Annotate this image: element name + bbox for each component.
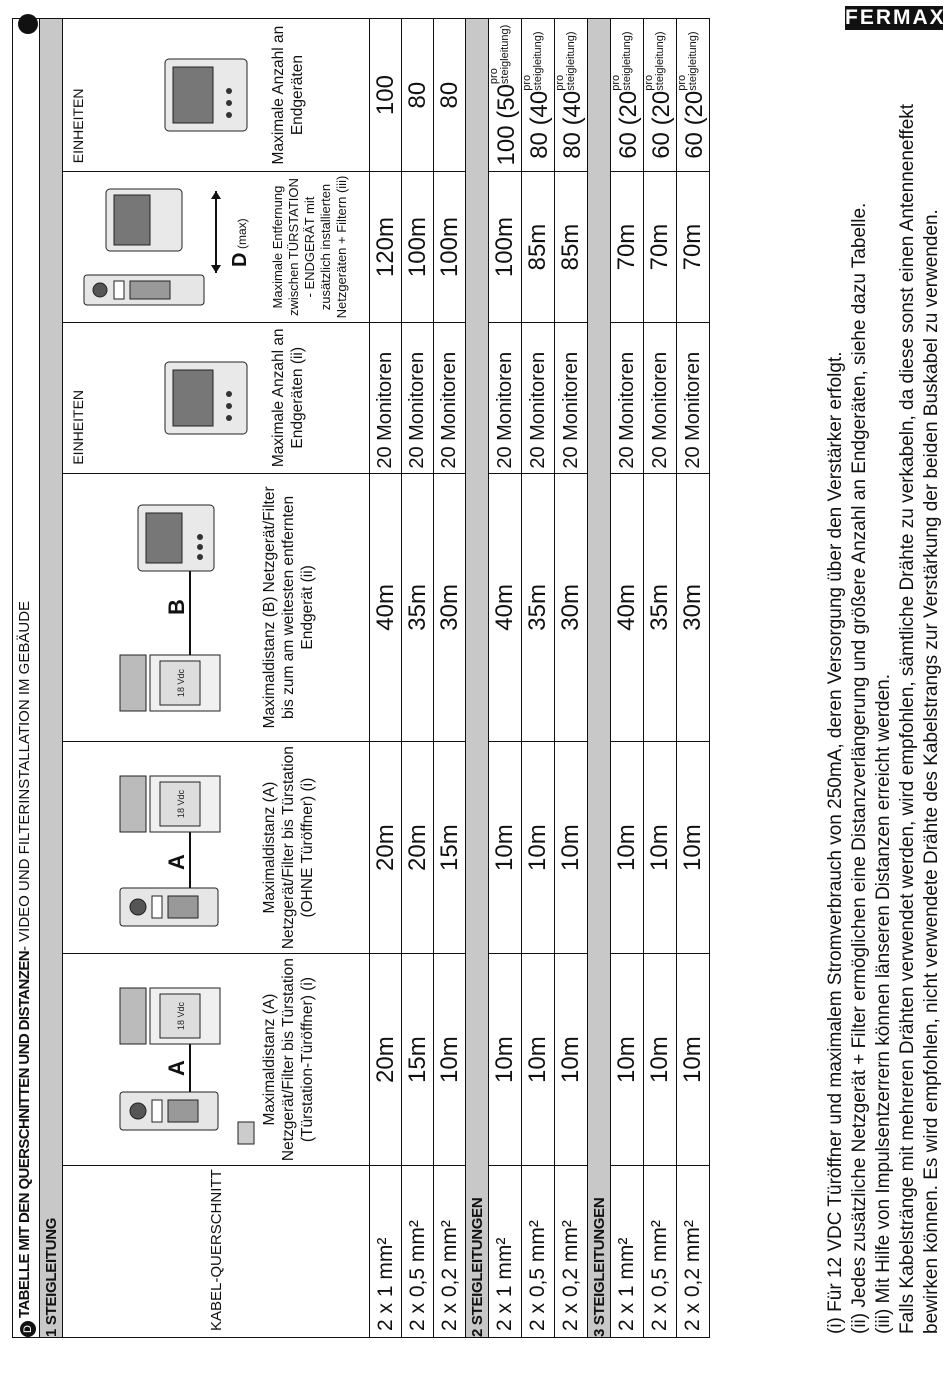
cell-c2: 20m <box>402 742 434 954</box>
cell-c6 <box>611 19 644 172</box>
cell-c6 <box>489 19 522 172</box>
cell-c1: 10m <box>489 954 522 1166</box>
cell-c4: 20 Monitoren <box>434 322 466 473</box>
header-col5-label: Maximale Entfernung zwischen TÜRSTATION - ENDGERÄT mit zusätzlich installierten Netzgeräten + Filtern (iii) <box>270 175 349 319</box>
per-riser-note <box>489 25 511 84</box>
cell-c2: 10m <box>677 742 710 954</box>
header-col4 <box>63 322 370 473</box>
pro-label: pro <box>643 74 655 91</box>
pro-label: pro <box>521 74 533 91</box>
riser-label: steigleitung) <box>499 24 511 85</box>
table-row <box>677 19 710 1338</box>
footnote-ii: (ii) Jedes zusätzliche Netzgerät + Filter ermöglichen eine Distanzverlängerung und größere Anzahl an Endgeräten, siehe dazu Tabelle. <box>849 202 870 1334</box>
max-units-value: 60 (20 <box>615 90 642 159</box>
cell-c2: 20m <box>370 742 402 954</box>
per-riser-note <box>644 31 666 90</box>
pro-label: pro <box>676 74 688 91</box>
door-panel-psu-diagram-2 <box>110 760 260 936</box>
header-col6-label: Maximale Anzahl an Endgeräten <box>270 25 306 165</box>
cell-c1: 10m <box>644 954 677 1166</box>
cell-c4: 20 Monitoren <box>555 322 588 473</box>
cell-c3: 30m <box>677 473 710 741</box>
per-riser-note <box>677 31 699 90</box>
riser-label: steigleitung) <box>532 31 544 91</box>
table-row <box>555 19 588 1338</box>
header-col5 <box>63 172 370 323</box>
cell-cs: 2 x 0,2 mm² <box>677 1166 710 1338</box>
pro-label: pro <box>488 68 500 85</box>
cell-c6 <box>644 19 677 172</box>
cell-c6 <box>522 19 555 172</box>
max-units-value: 60 (20 <box>648 90 675 159</box>
section-label: 3 STEIGLEITUNGEN <box>588 19 611 1338</box>
table-row <box>370 19 402 1338</box>
cell-cs: 2 x 0,5 mm² <box>522 1166 555 1338</box>
cell-c2: 10m <box>611 742 644 954</box>
pro-label: pro <box>554 74 566 91</box>
table-row <box>402 19 434 1338</box>
cell-c5: 85m <box>555 172 588 323</box>
cell-cs: 2 x 1 mm² <box>489 1166 522 1338</box>
table-title <box>13 19 40 1338</box>
vdc-label-3: 18 Vdc <box>175 669 186 698</box>
section-row <box>40 19 63 1338</box>
cell-cs: 2 x 0,5 mm² <box>402 1166 434 1338</box>
cell-c4: 20 Monitoren <box>370 322 402 473</box>
riser-label: steigleitung) <box>654 31 666 91</box>
monitor-icon-1 <box>119 338 269 458</box>
header-row <box>63 19 370 1338</box>
cell-c1: 10m <box>677 954 710 1166</box>
max-units-value: 80 (40 <box>526 90 553 159</box>
section-1-rows <box>370 19 466 1338</box>
cell-c5: 120m <box>370 172 402 323</box>
label-max: (max) <box>235 218 249 250</box>
riser-label: steigleitung) <box>565 31 577 91</box>
cell-c2: 10m <box>522 742 555 954</box>
cell-c4: 20 Monitoren <box>489 322 522 473</box>
cell-c2: 15m <box>434 742 466 954</box>
cell-cs: 2 x 0,2 mm² <box>434 1166 466 1338</box>
panel-monitor-diagram <box>76 185 270 309</box>
cell-c3: 35m <box>644 473 677 741</box>
table-row <box>611 19 644 1338</box>
footnote-i: (i) Für 12 VDC Türöffner und maximalem Stromverbrauch von 250mA, deren Versorgung über den Verstärker erfolgt. <box>825 351 846 1334</box>
units-label-2: EINHEITEN <box>70 88 86 164</box>
cell-c3: 35m <box>522 473 555 741</box>
cell-c5: 70m <box>611 172 644 323</box>
header-col1 <box>63 954 370 1166</box>
rotated-page <box>12 18 942 1338</box>
table-row <box>644 19 677 1338</box>
table-row <box>489 19 522 1338</box>
max-units-value: 80 (40 <box>559 90 586 159</box>
cell-c2: 10m <box>489 742 522 954</box>
header-col6 <box>63 19 370 172</box>
cell-c5: 100m <box>489 172 522 323</box>
cell-c1: 15m <box>402 954 434 1166</box>
section-3-rows <box>588 19 710 1338</box>
footnote-cable: Falls Kabelstränge mit mehreren Drähten verwendet werden, wird empfohlen, sämtliche Drähte zu verkabeln, da diese sonst einen Antenneneffekt bewirken können. Es wird empfohlen, nicht verwendete Drähte des Kabelstrangs zur Verstärkung der beiden Buskabel zu verwenden. <box>897 103 942 1334</box>
psu-monitor-diagram <box>110 495 260 719</box>
door-panel-psu-diagram <box>110 972 260 1148</box>
per-riser-note <box>522 31 544 90</box>
label-a-2: A <box>163 853 189 870</box>
header-col2 <box>63 742 370 954</box>
cell-c3: 30m <box>434 473 466 741</box>
cell-c6 <box>555 19 588 172</box>
cell-c3: 40m <box>611 473 644 741</box>
footnote-iii: (iii) Mit Hilfe von Impulsentzerrern können länseren Distanzen erreicht werden. <box>873 673 894 1334</box>
per-riser-note <box>555 31 577 90</box>
table-title-bold: TABELLE MIT DEN QUERSCHNITTEN UND DISTANZEN <box>16 951 33 1318</box>
section-row <box>588 19 611 1338</box>
per-riser-note <box>611 31 633 90</box>
cell-c3: 35m <box>402 473 434 741</box>
cell-c4: 20 Monitoren <box>611 322 644 473</box>
cell-c1: 10m <box>434 954 466 1166</box>
riser-label: steigleitung) <box>687 31 699 91</box>
riser-label: steigleitung) <box>621 31 633 91</box>
cell-cs: 2 x 0,5 mm² <box>644 1166 677 1338</box>
cell-cs: 2 x 1 mm² <box>370 1166 402 1338</box>
cell-c6 <box>677 19 710 172</box>
distance-table <box>12 18 710 1338</box>
section-row <box>466 19 489 1338</box>
cell-c1: 10m <box>522 954 555 1166</box>
cell-c3: 40m <box>370 473 402 741</box>
section-label: 1 STEIGLEITUNG <box>40 19 63 1338</box>
cell-c4: 20 Monitoren <box>522 322 555 473</box>
pro-label: pro <box>610 74 622 91</box>
cell-c1: 10m <box>555 954 588 1166</box>
vdc-label-2: 18 Vdc <box>175 789 186 818</box>
cell-c4: 20 Monitoren <box>644 322 677 473</box>
cell-c5: 70m <box>677 172 710 323</box>
header-col4-label: Maximale Anzahl an Endgeräten (ii) <box>270 328 306 468</box>
table-row <box>434 19 466 1338</box>
header-cross-section: KABEL-QUERSCHNITT <box>63 1166 370 1338</box>
cell-c6: 80 <box>434 19 466 172</box>
max-units-value: 100 (50 <box>493 84 520 166</box>
cell-c4: 20 Monitoren <box>402 322 434 473</box>
section-label: 2 STEIGLEITUNGEN <box>466 19 489 1338</box>
cell-c6: 80 <box>402 19 434 172</box>
cell-c5: 100m <box>434 172 466 323</box>
cell-c2: 10m <box>555 742 588 954</box>
section-2-rows <box>466 19 588 1338</box>
cell-c1: 10m <box>611 954 644 1166</box>
max-units-value: 60 (20 <box>681 90 708 159</box>
cell-c3: 40m <box>489 473 522 741</box>
label-d: D <box>229 252 251 268</box>
cell-cs: 2 x 1 mm² <box>611 1166 644 1338</box>
label-b: B <box>163 599 189 616</box>
cell-c4: 20 Monitoren <box>677 322 710 473</box>
label-a: A <box>163 1059 189 1076</box>
cell-c2: 10m <box>644 742 677 954</box>
header-col2-label: Maximaldistanz (A) Netzgerät/Filter bis Türstation (OHNE Türöffner) (i) <box>260 746 316 950</box>
cell-c1: 20m <box>370 954 402 1166</box>
cell-cs: 2 x 0,2 mm² <box>555 1166 588 1338</box>
footnotes <box>824 24 944 1334</box>
table-title-rest: - VIDEO UND FILTERINSTALLATION IM GEBÄUDE <box>16 600 33 952</box>
cell-c5: 100m <box>402 172 434 323</box>
cell-c5: 70m <box>644 172 677 323</box>
header-col3 <box>63 473 370 741</box>
table-title-row <box>13 19 40 1338</box>
vdc-label: 18 Vdc <box>175 1001 186 1030</box>
header-col3-label: Maximaldistanz (B) Netzgerät/Filter bis zum am weitesten entfernten Endgerät (ii) <box>260 486 316 729</box>
units-label-1: EINHEITEN <box>70 389 86 465</box>
header-col1-label: Maximaldistanz (A) Netzgerät/Filter bis Türstation (Türstation-Türöffner) (i) <box>260 958 316 1162</box>
fermax-logo: FERMAX <box>845 6 946 29</box>
table-row <box>522 19 555 1338</box>
section-badge: D <box>20 1321 36 1337</box>
cell-c6: 100 <box>370 19 402 172</box>
cell-c5: 85m <box>522 172 555 323</box>
cell-c3: 30m <box>555 473 588 741</box>
monitor-icon-2 <box>119 35 269 155</box>
